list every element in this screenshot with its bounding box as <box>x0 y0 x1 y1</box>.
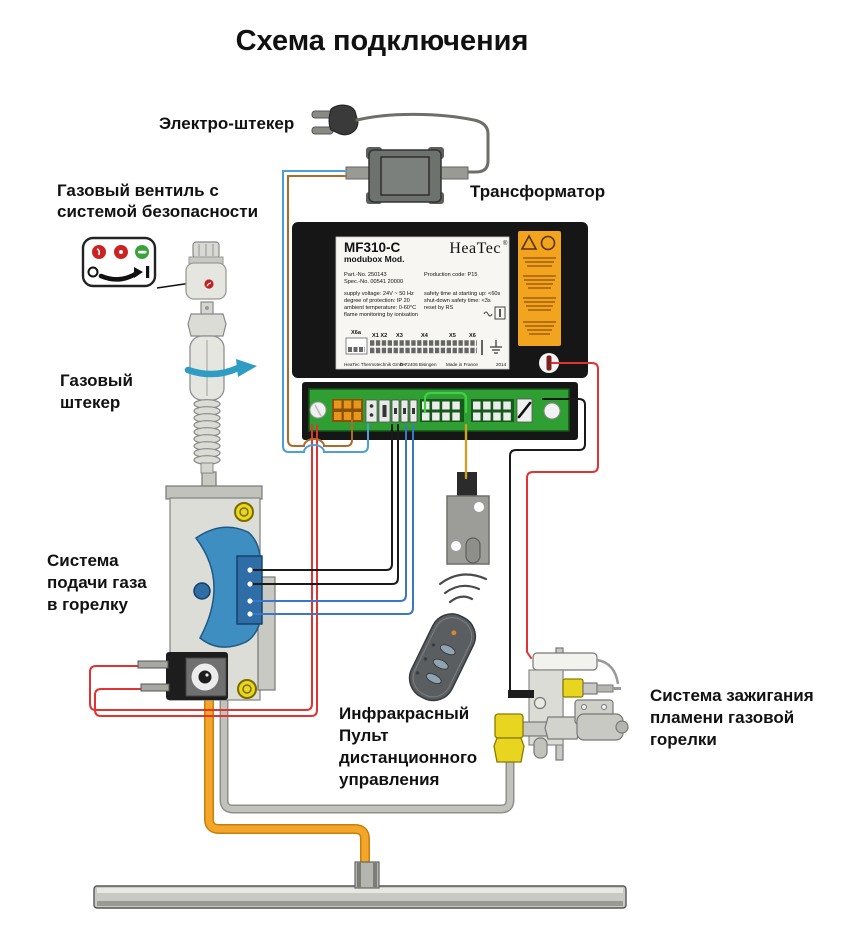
burner-bar-highlight <box>97 888 623 893</box>
spec-line: reset by RS <box>424 305 454 311</box>
ir-receiver <box>447 472 489 564</box>
wire-blue-valve-2 <box>252 425 413 614</box>
yellow-elbow <box>495 714 523 738</box>
ir-waves-icon <box>440 575 486 602</box>
wire-black-ignition <box>510 399 585 690</box>
spec-line: flame monitoring by ionisation <box>344 312 418 318</box>
igniter-electrode <box>533 653 597 670</box>
label-remote <box>339 704 477 789</box>
unit-series: modubox Mod. <box>344 254 405 264</box>
svg-text:управления: управления <box>339 770 440 789</box>
power-plug <box>312 105 358 135</box>
label-electro-plug: Электро-штекер <box>159 114 295 133</box>
svg-text:в горелку: в горелку <box>47 595 129 614</box>
bar-connector <box>355 862 379 888</box>
footer-year: 2014 <box>496 362 507 367</box>
transformer <box>346 147 468 204</box>
terminal-x6: X6 <box>469 333 476 339</box>
svg-text:дистанционного: дистанционного <box>339 748 478 767</box>
label-gas-supply <box>47 551 147 614</box>
svg-text:пламени газовой: пламени газовой <box>650 708 795 727</box>
svg-text:горелки: горелки <box>650 730 717 749</box>
yellow-hex-fitting <box>494 738 524 762</box>
screw-bottom-icon <box>238 680 256 698</box>
page-title: Схема подключения <box>235 25 529 57</box>
wire-black-valve-2 <box>252 425 398 584</box>
solenoid-prong <box>141 684 169 691</box>
svg-text:подачи газа: подачи газа <box>47 573 147 592</box>
ir-sensor <box>466 538 480 563</box>
plug-body <box>329 105 358 135</box>
registered-mark: ® <box>503 241 508 247</box>
board-screw <box>544 403 560 419</box>
spark-plug-nut <box>563 679 583 697</box>
svg-text:Инфракрасный: Инфракрасный <box>339 704 470 723</box>
gas-valve-safety-panel <box>83 238 155 286</box>
svg-text:Система зажигания: Система зажигания <box>650 686 814 705</box>
footer-company: HeaTec Thermotechnik GmbH <box>344 362 406 367</box>
valve-hole <box>194 583 210 599</box>
svg-text:системой безопасности: системой безопасности <box>57 202 259 221</box>
terminal-x1x2: X1 X2 <box>372 333 388 339</box>
spec-line: ambient temperature: 0-60°C <box>344 305 417 311</box>
burner-bar-shade <box>97 901 623 906</box>
gas-valve-knob <box>186 242 226 299</box>
gas-plug <box>188 302 257 473</box>
label-ignition <box>650 686 814 749</box>
hose-corrugation <box>194 400 220 465</box>
terminal-x6a: X6a <box>351 330 361 336</box>
burner-bar <box>94 886 626 908</box>
spec-line: supply voltage: 24V ~ 50 Hz <box>344 291 414 297</box>
pin-connector <box>392 400 417 422</box>
svg-text:Газовый вентиль с: Газовый вентиль с <box>57 181 219 200</box>
gas-supply-unit <box>166 472 275 700</box>
terminal-x3: X3 <box>396 333 403 339</box>
terminal-x4: X4 <box>421 333 428 339</box>
footer-location: D-72406 Bisingen <box>400 362 437 367</box>
spec-line: safety time at starting up: <60s <box>424 291 501 297</box>
remote-control <box>402 575 486 708</box>
svg-text:Система: Система <box>47 551 119 570</box>
remote-body <box>402 607 482 708</box>
electrode-wire <box>597 660 618 684</box>
brand-logo: HeaTec <box>449 240 501 257</box>
production-code: Production code: P15 <box>424 272 478 278</box>
footer-origin: Made in France <box>446 362 478 367</box>
supply-inlet-stub <box>202 472 216 487</box>
warning-sticker <box>518 231 561 346</box>
label-gas-valve <box>57 181 258 221</box>
control-unit <box>292 222 588 440</box>
label-transformer: Трансформатор <box>470 182 606 201</box>
screw-top-icon <box>235 503 253 521</box>
spec-line: shut-down safety time: <3s <box>424 298 491 304</box>
svg-text:штекер: штекер <box>60 393 121 412</box>
part-number: Part.-No. 250143 <box>344 272 387 278</box>
supply-top-cap <box>166 486 262 499</box>
svg-text:Пульт: Пульт <box>339 726 389 745</box>
spec-line: degree of protection: IP 20 <box>344 298 410 304</box>
ignition-unit <box>494 648 628 762</box>
small-connector <box>366 400 377 422</box>
on-symbol-icon <box>146 266 149 278</box>
spec-number: Spec.-No. 00541 20000 <box>344 279 404 285</box>
svg-text:Газовый: Газовый <box>60 371 133 390</box>
solenoid-prong <box>138 661 168 668</box>
terminal-x5: X5 <box>449 333 456 339</box>
unit-model: MF310-C <box>344 240 401 255</box>
label-gas-plug <box>60 371 133 412</box>
ignition-cable-lug <box>508 690 534 698</box>
